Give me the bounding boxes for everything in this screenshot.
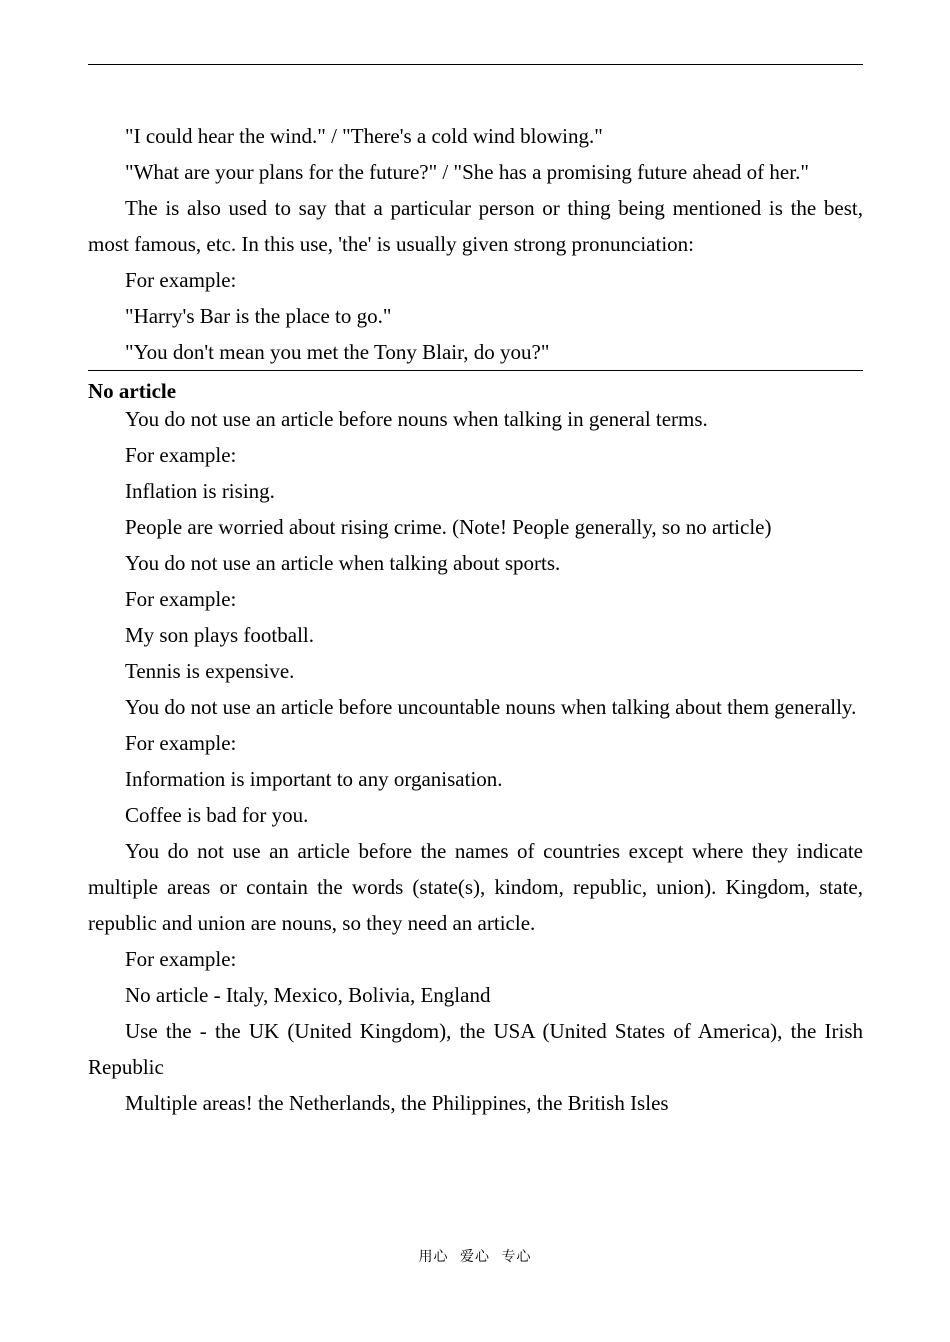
for-example-label: For example: — [125, 443, 237, 467]
example-no-article-countries: No article - Italy, Mexico, Bolivia, England — [125, 983, 491, 1007]
example-inflation: Inflation is rising. — [125, 479, 275, 503]
section-heading-no-article: No article — [88, 379, 177, 403]
example-harrys-bar: "Harry's Bar is the place to go." — [125, 304, 392, 328]
example-future: "What are your plans for the future?" / "She has a promising future ahead of her." — [125, 160, 809, 184]
example-information: Information is important to any organisation. — [125, 767, 503, 791]
example-football: My son plays football. — [125, 623, 314, 647]
document-body — [88, 118, 863, 1121]
example-crime: People are worried about rising crime. (Note! People generally, so no article) — [125, 515, 772, 539]
example-use-the-countries: Use the - the UK (United Kingdom), the USA (United States of America), the Irish Republic — [88, 1019, 863, 1079]
rule-general-terms: You do not use an article before nouns when talking in general terms. — [125, 407, 708, 431]
rule-countries: You do not use an article before the names of countries except where they indicate multiple areas or contain the words (state(s), kindom, republic, union). Kingdom, state, republic and union are nouns, so they need an article. — [88, 839, 863, 935]
example-coffee: Coffee is bad for you. — [125, 803, 309, 827]
header-rule — [88, 64, 863, 65]
example-tony-blair: "You don't mean you met the Tony Blair, do you?" — [125, 340, 550, 364]
example-multiple-areas: Multiple areas! the Netherlands, the Philippines, the British Isles — [125, 1091, 669, 1115]
example-tennis: Tennis is expensive. — [125, 659, 295, 683]
page-footer: 用心 爱心 专心 — [418, 1249, 532, 1265]
for-example-label: For example: — [125, 947, 237, 971]
paragraph-the-emphasis: The is also used to say that a particular person or thing being mentioned is the best, most famous, etc. In this use, 'the' is usually given strong pronunciation: — [88, 196, 863, 256]
example-wind: "I could hear the wind." / "There's a cold wind blowing." — [125, 124, 603, 148]
rule-uncountable: You do not use an article before uncountable nouns when talking about them generally. — [125, 695, 857, 719]
for-example-label: For example: — [125, 731, 237, 755]
for-example-label: For example: — [125, 587, 237, 611]
rule-sports: You do not use an article when talking about sports. — [125, 551, 561, 575]
for-example-label: For example: — [125, 268, 237, 292]
